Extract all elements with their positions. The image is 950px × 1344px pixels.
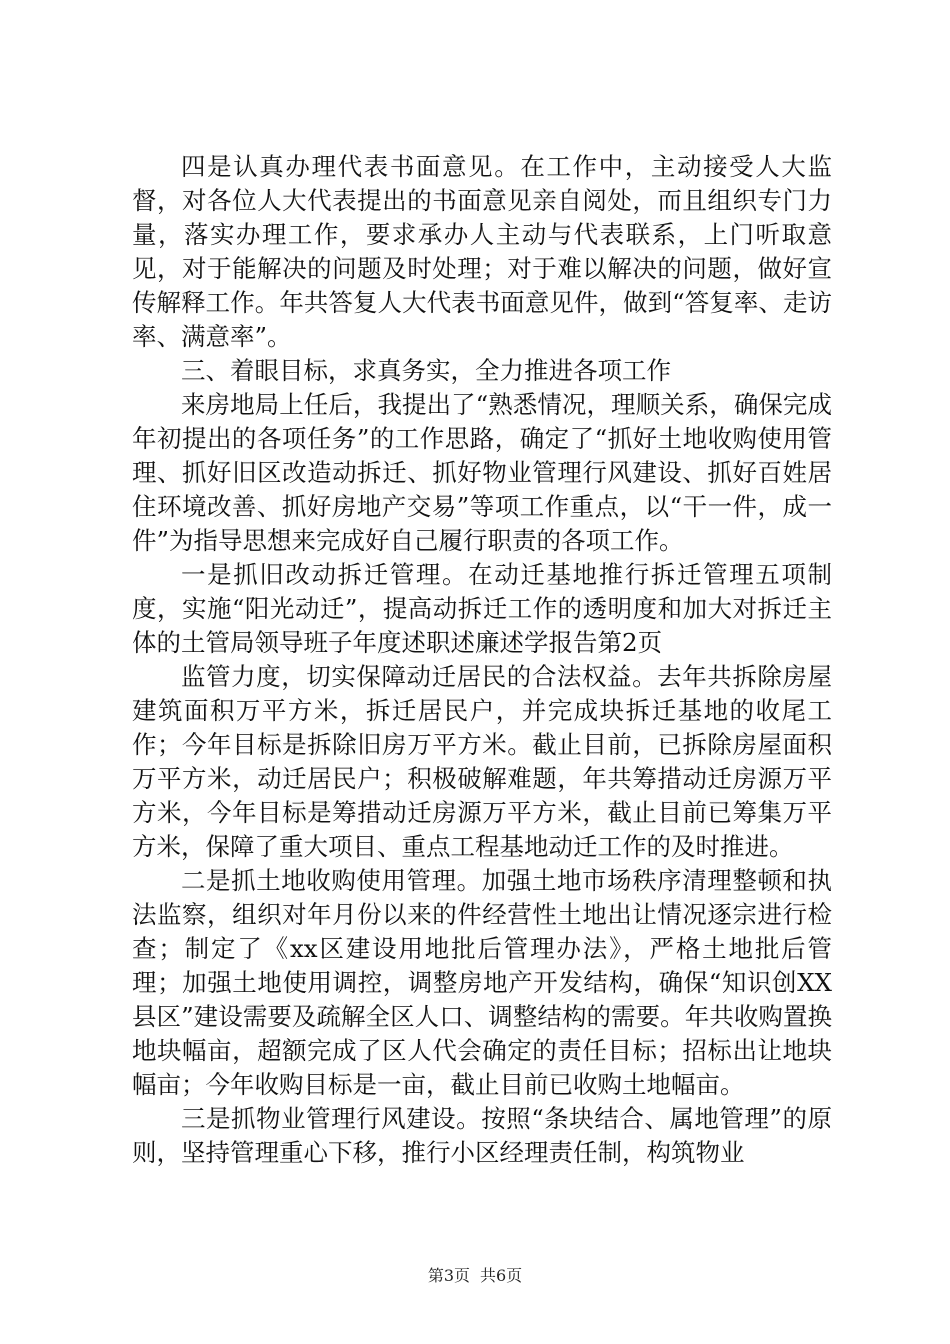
paragraph-demolition-management: 一是抓旧改动拆迁管理。在动迁基地推行拆迁管理五项制度，实施“阳光动迁”，提高动拆迁工作的透明度和加大对拆迁主体的土管局领导班子年度述职述廉述学报告第2页 (132, 560, 832, 657)
document-body (132, 150, 832, 1170)
paragraph-land-acquisition: 二是抓土地收购使用管理。加强土地市场秩序清理整顿和执法监察，组织对年月份以来的件经营性土地出让情况逐宗进行检查；制定了《xx区建设用地批后管理办法》，严格土地批后管理；加强土地使用调控，调整房地产开发结构，确保“知识创XX县区”建设需要及疏解全区人口、调整结构的需要。年共收购置换地块幅亩，超额完成了区人代会确定的责任目标；招标出让地块幅亩；今年收购目标是一亩，截止目前已收购土地幅亩。 (132, 866, 832, 1099)
paragraph-property-management: 三是抓物业管理行风建设。按照“条块结合、属地管理”的原则，坚持管理重心下移，推行小区经理责任制，构筑物业 (132, 1104, 832, 1167)
paragraph-representative-opinions: 四是认真办理代表书面意见。在工作中，主动接受人大监督，对各位人大代表提出的书面意见亲自阅处，而且组织专门力量，落实办理工作，要求承办人主动与代表联系，上门听取意见，对于能解决的问题及时处理；对于难以解决的问题，做好宣传解释工作。年共答复人大代表书面意见件，做到“答复率、走访率、满意率”。 (132, 152, 832, 351)
paragraph-supervision: 监管力度，切实保障动迁居民的合法权益。去年共拆除房屋建筑面积万平方米，拆迁居民户，并完成块拆迁基地的收尾工作；今年目标是拆除旧房万平方米。截止目前，已拆除房屋面积万平方米，动迁居民户；积极破解难题，年共筹措动迁房源万平方米，今年目标是筹措动迁房源万平方米，截止目前已筹集万平方米，保障了重大项目、重点工程基地动迁工作的及时推进。 (132, 662, 832, 861)
paragraph-work-approach: 来房地局上任后，我提出了“熟悉情况，理顺关系，确保完成年初提出的各项任务”的工作思路，确定了“抓好土地收购使用管理、抓好旧区改造动拆迁、抓好物业管理行风建设、抓好百姓居住环境改善、抓好房地产交易”等项工作重点，以“干一件，成一件”为指导思想来完成好自己履行职责的各项工作。 (132, 390, 832, 555)
section-heading-3: 三、着眼目标，求真务实，全力推进各项工作 (181, 356, 671, 385)
page-footer (0, 1266, 950, 1286)
page-number: 第3页 (427, 1266, 470, 1285)
page-total: 共6页 (480, 1266, 523, 1285)
